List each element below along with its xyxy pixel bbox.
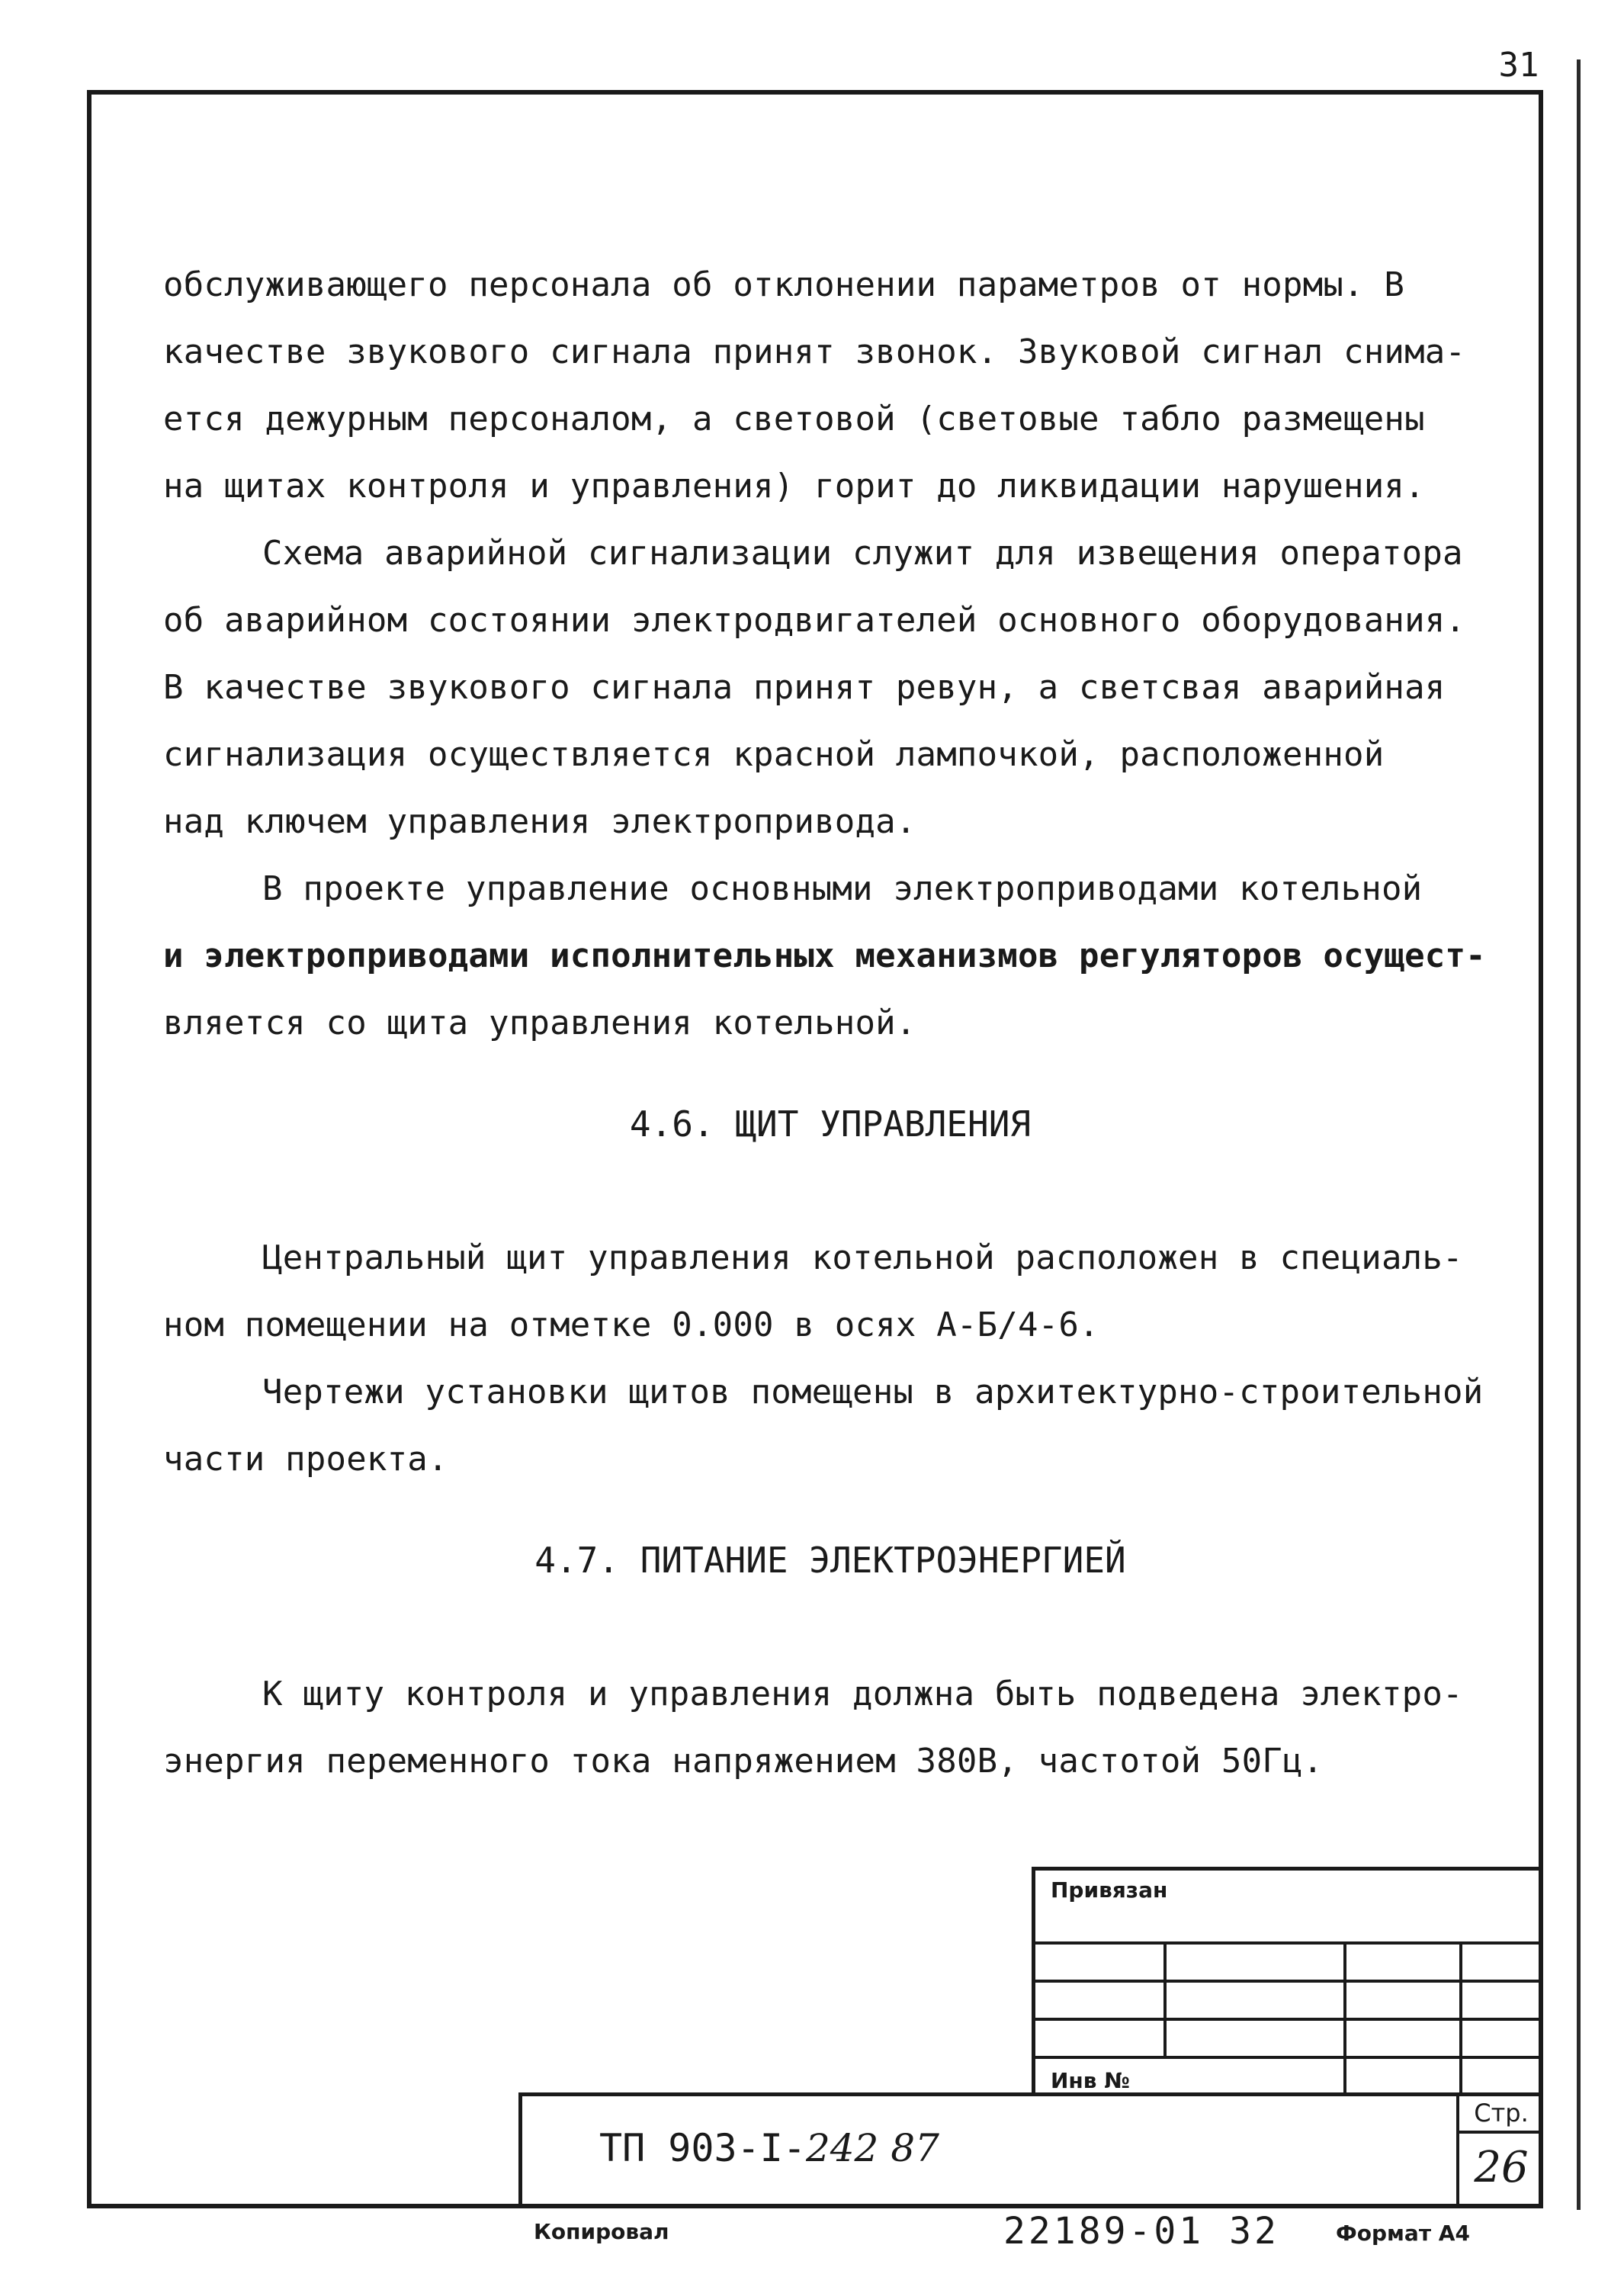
stamp-row-divider [1032,2056,1543,2059]
copied-by-label: Копировал [534,2219,669,2244]
text-line: Чертежи установки щитов помещены в архитектурно-строительной [262,1373,1484,1411]
stamp-col-divider [1459,1941,1462,2094]
text-line: В качестве звукового сигнала принят ревун, а светсвая аварийная [163,668,1446,707]
section-heading-4-6: 4.6. ЩИТ УПРАВЛЕНИЯ [629,1103,1032,1145]
stamp-row-divider [1032,1980,1543,1983]
stamp-col-divider [1343,1941,1346,2094]
page-label: Стр. [1474,2099,1529,2128]
page-number: 26 [1474,2143,1529,2192]
text-line: К щиту контроля и управления должна быть подведена электро- [262,1675,1463,1713]
privyazan-label: Привязан [1051,1877,1168,1903]
text-line: ется дежурным персоналом, а световой (световые табло размещены [163,400,1425,438]
text-line: Схема аварийной сигнализации служит для извещения оператора [262,534,1463,573]
text-line: ном помещении на отметке 0.000 в осях А-Б/4-6. [163,1306,1099,1344]
text-line: сигнализация осуществляется красной лампочкой, расположенной [163,735,1385,774]
text-line: В проекте управление основными электроприводами котельной [262,869,1423,908]
text-line: вляется со щита управления котельной. [163,1004,916,1042]
text-line: части проекта. [163,1440,448,1479]
stamp-row-divider [1032,1941,1543,1945]
sheet-number: 31 [1498,46,1539,85]
archive-code: 22189-01 32 [1003,2210,1279,2253]
stamp-row-divider [1032,2018,1543,2021]
paragraph-emergency-signal [163,520,1497,856]
text-line: качестве звукового сигнала принят звонок. Звуковой сигнал снима- [163,332,1466,371]
text-line: на щитах контроля и управления) горит до ликвидации нарушения. [163,467,1425,506]
paragraph-power-supply [163,1661,1497,1795]
paragraph-control [163,856,1497,1057]
document-body [163,252,1497,1795]
paragraph-alarm-signal [163,252,1497,520]
doc-code-printed: ТП 903-I- [599,2126,806,2170]
format-label: Формат А4 [1336,2221,1470,2246]
stamp-col-divider [1163,1941,1167,2056]
text-line: обслуживающего персонала об отклонении параметров от нормы. В [163,265,1405,304]
text-line: энергия переменного тока напряжением 380В, частотой 50Гц. [163,1742,1324,1781]
text-line: и электроприводами исполнительных механизмов регуляторов осущест- [163,936,1486,975]
doc-code-handwritten: 242 87 [805,2126,939,2170]
text-line: над ключем управления электропривода. [163,802,916,841]
text-line: Центральный щит управления котельной расположен в специаль- [262,1238,1463,1277]
paragraph-drawings [163,1359,1497,1493]
inventory-number-label: Инв № [1051,2068,1130,2093]
page-frame-right-edge [1577,59,1581,2210]
text-line: об аварийном состоянии электродвигателей основного оборудования. [163,601,1466,640]
document-designation [599,2126,939,2170]
page-cell-divider [1456,2131,1543,2134]
paragraph-central-panel [163,1225,1497,1359]
section-heading-4-7: 4.7. ПИТАНИЕ ЭЛЕКТРОЭНЕРГИЕЙ [534,1540,1126,1581]
